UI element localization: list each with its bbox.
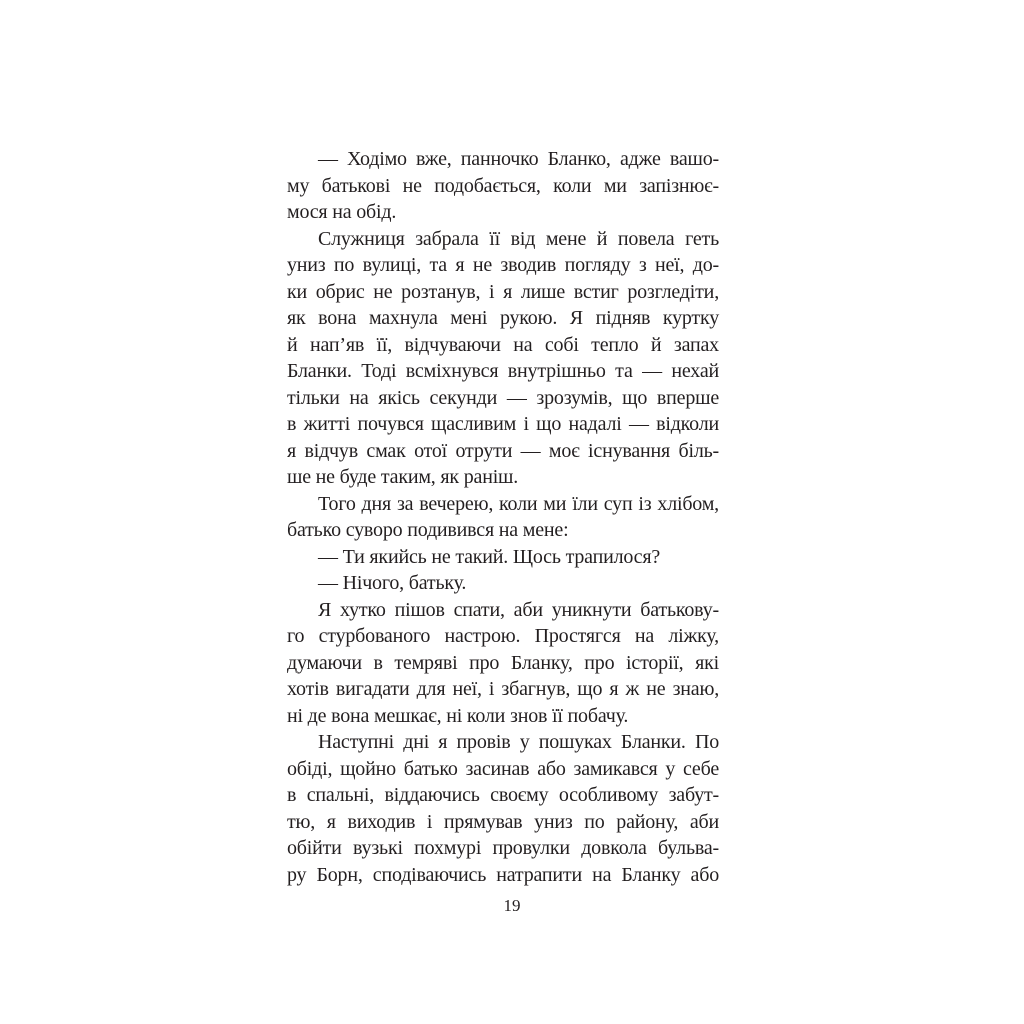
text-line: Бланки. Тоді всміхнувся внутрішньо та — нехай <box>287 360 719 382</box>
text-line: обіді, щойно батько засинав або замикався у себе <box>287 757 719 780</box>
text-line: в житті почувся щасливим і що надалі — відколи <box>287 413 719 435</box>
text-line: хотів вигадати для неї, і збагнув, що я ж не знаю, <box>287 678 719 700</box>
text-line: тю, я виходив і прямував униз по району, аби <box>287 810 719 833</box>
text-line: й нап’яв її, відчуваючи на собі тепло й запах <box>287 333 719 356</box>
text-line: ру Борн, сподіваючись натрапити на Бланку або <box>287 863 719 886</box>
text-line: — Ходімо вже, панночко Бланко, адже вашо- <box>318 148 719 170</box>
text-line: як вона махнула мені рукою. Я підняв куртку <box>287 307 719 329</box>
text-line: го стурбованого настрою. Простягся на ліжку, <box>287 625 719 647</box>
text-line: ні де вона мешкає, ні коли знов її побачу. <box>287 704 629 727</box>
text-line: тільки на якісь секунди — зрозумів, що вперше <box>287 386 719 409</box>
text-line: ки обрис не розтанув, і я лише встиг розгледіти, <box>287 280 719 303</box>
text-line: Того дня за вечерею, коли ми їли суп із хлібом, <box>318 492 719 515</box>
text-line: — Нічого, батьку. <box>318 572 467 594</box>
text-line: Я хутко пішов спати, аби уникнути батькову- <box>318 598 719 621</box>
text-line: Наступні дні я провів у пошуках Бланки. По <box>318 731 719 753</box>
text-line: униз по вулиці, та я не зводив погляду з неї, до- <box>287 254 719 276</box>
text-line: в спальні, віддаючись своєму особливому забут- <box>287 784 719 806</box>
book-page-text <box>287 146 719 888</box>
page-number: 19 <box>503 896 521 915</box>
text-line: думаючи в темряві про Бланку, про історії, які <box>287 651 719 674</box>
text-line: — Ти якийсь не такий. Щось трапилося? <box>318 545 661 568</box>
text-line: му батькові не подобається, коли ми запізнює- <box>287 174 719 197</box>
text-line: обійти вузькі похмурі провулки довкола бульва- <box>287 837 719 859</box>
text-line: мося на обід. <box>287 201 397 223</box>
text-line: батько суворо подивився на мене: <box>287 519 569 541</box>
text-line: Служниця забрала її від мене й повела геть <box>318 227 719 250</box>
text-line: ше не буде таким, як раніш. <box>287 466 519 488</box>
text-line: я відчув смак отої отрути — моє існування біль- <box>287 439 719 462</box>
